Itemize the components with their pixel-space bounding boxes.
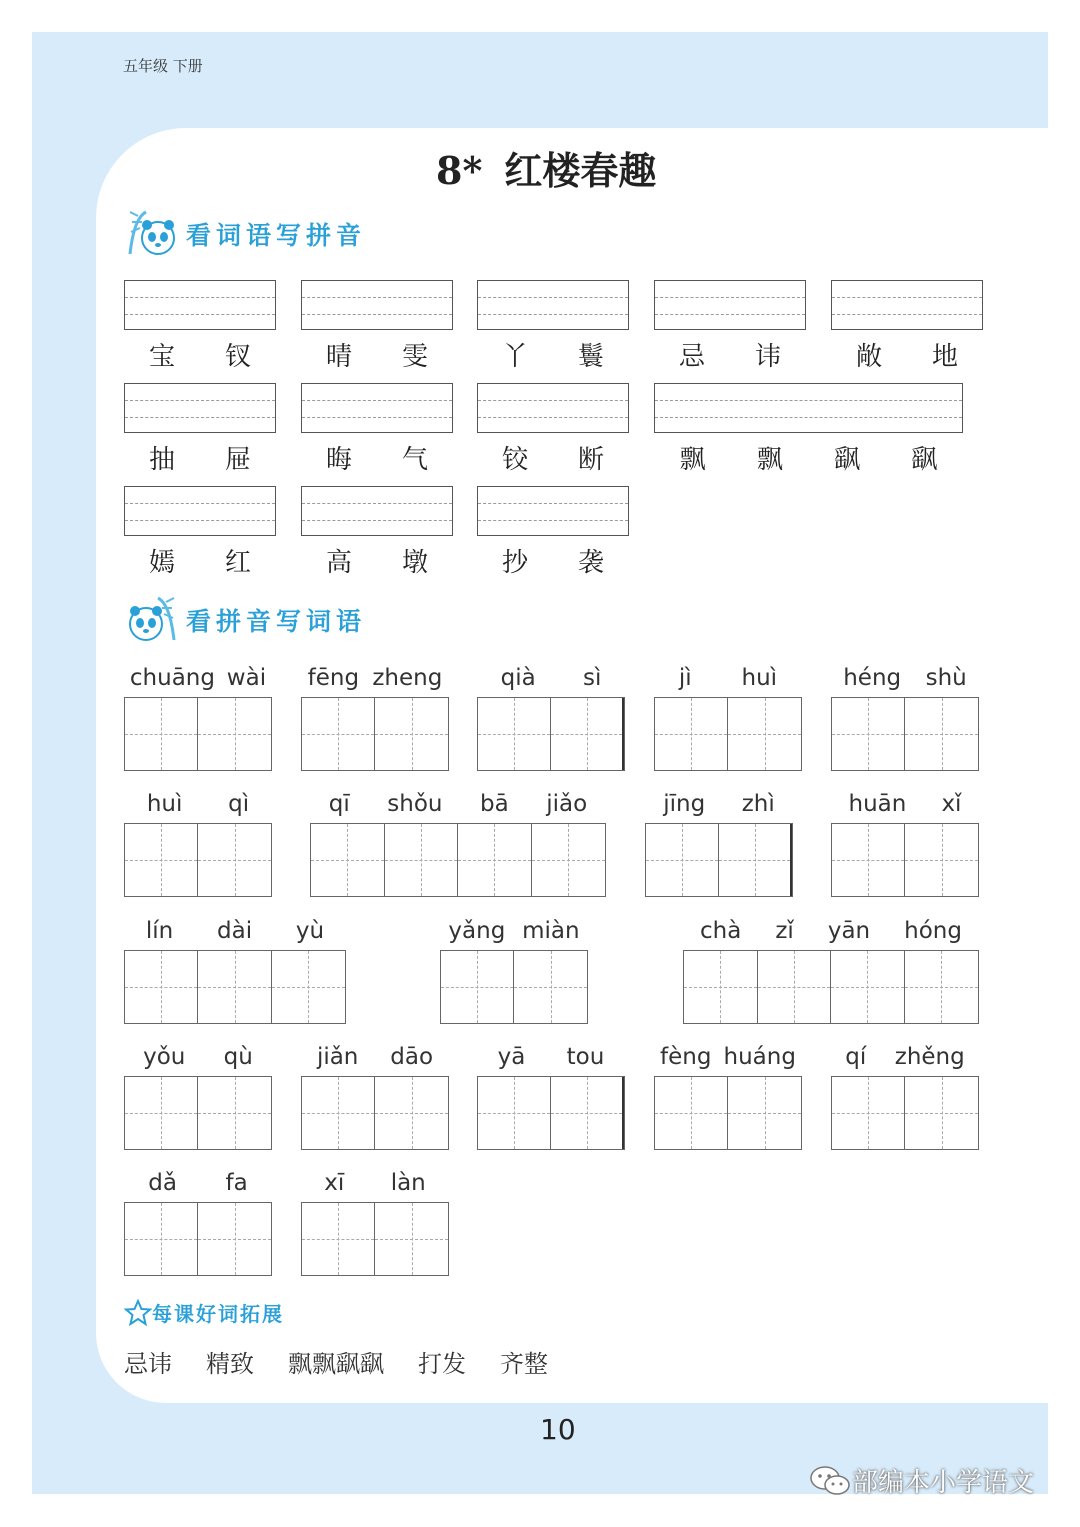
pinyin-syllable: fa bbox=[225, 1170, 248, 1196]
pinyin-answer-box[interactable] bbox=[831, 280, 983, 330]
pinyin-row bbox=[440, 918, 588, 944]
tianzige-cell[interactable] bbox=[655, 698, 728, 770]
word-chars bbox=[124, 439, 276, 476]
tianzige-cell[interactable] bbox=[905, 824, 978, 896]
word-chars bbox=[477, 542, 629, 579]
pinyin-row bbox=[301, 665, 449, 691]
pinyin-row bbox=[477, 1044, 625, 1070]
lesson-title bbox=[436, 140, 656, 195]
pinyin-syllable: shǒu bbox=[387, 791, 443, 817]
hanzi-char: 讳 bbox=[754, 342, 781, 372]
tianzige-cell[interactable] bbox=[125, 951, 198, 1023]
tianzige-cell[interactable] bbox=[198, 698, 271, 770]
tianzige-cell[interactable] bbox=[905, 951, 979, 1023]
page-number: 10 bbox=[540, 1413, 576, 1446]
pinyin-syllable: jīng bbox=[663, 791, 706, 817]
pinyin-syllable: fèng bbox=[660, 1044, 712, 1070]
pinyin-syllable: yǎng bbox=[448, 918, 506, 944]
grade-label: 五年级 下册 bbox=[123, 57, 203, 75]
pinyin-answer-box[interactable] bbox=[301, 486, 453, 536]
tianzige-cell[interactable] bbox=[684, 951, 758, 1023]
pinyin-row bbox=[683, 918, 979, 944]
hanzi-char: 雯 bbox=[401, 342, 428, 372]
tianzige-cell[interactable] bbox=[198, 1077, 271, 1149]
pinyin-answer-box[interactable] bbox=[477, 383, 629, 433]
pinyin-row bbox=[645, 791, 793, 817]
pinyin-row bbox=[301, 1044, 449, 1070]
pinyin-row bbox=[831, 1044, 979, 1070]
hanzi-char: 墩 bbox=[401, 548, 428, 578]
hanzi-writing-grid[interactable] bbox=[645, 823, 793, 897]
pinyin-syllable: zheng bbox=[372, 665, 443, 691]
pinyin-answer-box[interactable] bbox=[477, 280, 629, 330]
hanzi-writing-grid[interactable] bbox=[683, 950, 979, 1024]
pinyin-row bbox=[477, 665, 625, 691]
pinyin-syllable: làn bbox=[390, 1170, 426, 1196]
tianzige-cell[interactable] bbox=[458, 824, 532, 896]
pinyin-row bbox=[124, 1044, 272, 1070]
word-chars bbox=[301, 542, 453, 579]
word-chars bbox=[301, 439, 453, 476]
pinyin-row bbox=[310, 791, 606, 817]
section1-header bbox=[124, 208, 366, 260]
tianzige-cell[interactable] bbox=[646, 824, 719, 896]
hanzi-char: 敞 bbox=[855, 342, 882, 372]
extension-word: 忌讳 bbox=[124, 1350, 172, 1378]
hanzi-writing-grid[interactable] bbox=[477, 1076, 625, 1150]
lesson-number: 8* bbox=[436, 148, 483, 193]
hanzi-writing-grid[interactable] bbox=[124, 1076, 272, 1150]
pinyin-syllable: dāo bbox=[390, 1044, 434, 1070]
tianzige-cell[interactable] bbox=[905, 1077, 978, 1149]
tianzige-cell[interactable] bbox=[551, 1077, 624, 1149]
star-icon bbox=[124, 1299, 152, 1327]
hanzi-char: 红 bbox=[224, 548, 251, 578]
hanzi-char: 抽 bbox=[148, 445, 175, 475]
pinyin-answer-box[interactable] bbox=[301, 383, 453, 433]
pinyin-row bbox=[124, 918, 346, 944]
pinyin-syllable: huì bbox=[146, 791, 183, 817]
hanzi-writing-grid[interactable] bbox=[301, 697, 449, 771]
pinyin-row bbox=[831, 665, 979, 691]
tianzige-cell[interactable] bbox=[311, 824, 385, 896]
tianzige-cell[interactable] bbox=[125, 1203, 198, 1275]
hanzi-char: 高 bbox=[325, 548, 352, 578]
tianzige-cell[interactable] bbox=[385, 824, 459, 896]
hanzi-char: 宝 bbox=[148, 342, 175, 372]
pinyin-row bbox=[124, 791, 272, 817]
pinyin-syllable: chuāng bbox=[129, 665, 215, 691]
tianzige-cell[interactable] bbox=[551, 698, 624, 770]
tianzige-cell[interactable] bbox=[758, 951, 832, 1023]
pinyin-syllable: zhì bbox=[741, 791, 775, 817]
hanzi-char: 飖 bbox=[834, 445, 861, 475]
hanzi-char: 气 bbox=[401, 445, 428, 475]
pinyin-syllable: miàn bbox=[522, 918, 580, 944]
pinyin-syllable: huì bbox=[741, 665, 778, 691]
section2-header bbox=[124, 594, 366, 646]
pinyin-syllable: tou bbox=[566, 1044, 605, 1070]
hanzi-writing-grid[interactable] bbox=[124, 823, 272, 897]
extension-words bbox=[124, 1344, 548, 1379]
tianzige-cell[interactable] bbox=[125, 698, 198, 770]
hanzi-char: 嫣 bbox=[148, 548, 175, 578]
tianzige-cell[interactable] bbox=[198, 824, 271, 896]
tianzige-cell[interactable] bbox=[198, 1203, 271, 1275]
lesson-name: 红楼春趣 bbox=[504, 148, 657, 193]
extension-word: 精致 bbox=[206, 1350, 254, 1378]
panda-icon bbox=[124, 208, 182, 260]
pinyin-syllable: yā bbox=[497, 1044, 526, 1070]
word-chars bbox=[301, 336, 453, 373]
wechat-icon bbox=[808, 1464, 852, 1498]
hanzi-char: 飘 bbox=[679, 445, 706, 475]
hanzi-writing-grid[interactable] bbox=[124, 950, 346, 1024]
pinyin-syllable: sì bbox=[582, 665, 602, 691]
pinyin-row bbox=[124, 1170, 272, 1196]
pinyin-row bbox=[831, 791, 979, 817]
hanzi-char: 钗 bbox=[224, 342, 251, 372]
watermark bbox=[808, 1462, 1034, 1499]
tianzige-cell[interactable] bbox=[125, 824, 198, 896]
pinyin-syllable: chà bbox=[700, 918, 742, 944]
pinyin-syllable: wài bbox=[226, 665, 267, 691]
hanzi-writing-grid[interactable] bbox=[301, 1202, 449, 1276]
hanzi-writing-grid[interactable] bbox=[831, 697, 979, 771]
pinyin-syllable: huān bbox=[848, 791, 907, 817]
pinyin-answer-box[interactable] bbox=[124, 280, 276, 330]
tianzige-cell[interactable] bbox=[478, 1077, 551, 1149]
tianzige-cell[interactable] bbox=[198, 951, 271, 1023]
pinyin-syllable: yù bbox=[295, 918, 325, 944]
pinyin-answer-box[interactable] bbox=[654, 383, 963, 433]
hanzi-char: 铰 bbox=[501, 445, 528, 475]
pinyin-answer-box[interactable] bbox=[124, 486, 276, 536]
extension-header bbox=[124, 1298, 284, 1327]
pinyin-syllable: bā bbox=[480, 791, 509, 817]
pinyin-syllable: dǎ bbox=[148, 1170, 177, 1196]
word-chars bbox=[124, 336, 276, 373]
pinyin-answer-box[interactable] bbox=[477, 486, 629, 536]
section1-label: 看词语写拼音 bbox=[186, 221, 367, 250]
tianzige-cell[interactable] bbox=[532, 824, 606, 896]
pinyin-syllable: huáng bbox=[723, 1044, 796, 1070]
pinyin-syllable: yǒu bbox=[143, 1044, 186, 1070]
hanzi-char: 袭 bbox=[577, 548, 604, 578]
tianzige-cell[interactable] bbox=[272, 951, 345, 1023]
hanzi-writing-grid[interactable] bbox=[654, 697, 802, 771]
pinyin-syllable: hóng bbox=[904, 918, 962, 944]
tianzige-cell[interactable] bbox=[832, 1077, 905, 1149]
pinyin-answer-box[interactable] bbox=[654, 280, 806, 330]
hanzi-char: 地 bbox=[931, 342, 958, 372]
tianzige-cell[interactable] bbox=[375, 1203, 448, 1275]
tianzige-cell[interactable] bbox=[125, 1077, 198, 1149]
hanzi-writing-grid[interactable] bbox=[654, 1076, 802, 1150]
hanzi-char: 丫 bbox=[501, 342, 528, 372]
pinyin-syllable: qí bbox=[845, 1044, 867, 1070]
tianzige-cell[interactable] bbox=[375, 1077, 448, 1149]
watermark-text: 部编本小学语文 bbox=[852, 1468, 1035, 1498]
tianzige-cell[interactable] bbox=[302, 698, 375, 770]
hanzi-writing-grid[interactable] bbox=[310, 823, 606, 897]
hanzi-char: 忌 bbox=[678, 342, 705, 372]
hanzi-char: 断 bbox=[577, 445, 604, 475]
hanzi-char: 晴 bbox=[325, 342, 352, 372]
pinyin-syllable: zhěng bbox=[894, 1044, 965, 1070]
extension-word: 打发 bbox=[418, 1350, 466, 1378]
tianzige-cell[interactable] bbox=[832, 824, 905, 896]
pinyin-answer-box[interactable] bbox=[124, 383, 276, 433]
pinyin-syllable: héng bbox=[843, 665, 902, 691]
pinyin-syllable: qià bbox=[500, 665, 536, 691]
pinyin-row bbox=[124, 665, 272, 691]
word-chars bbox=[477, 336, 629, 373]
hanzi-writing-grid[interactable] bbox=[831, 823, 979, 897]
tianzige-cell[interactable] bbox=[441, 951, 514, 1023]
hanzi-char: 屉 bbox=[224, 445, 251, 475]
tianzige-cell[interactable] bbox=[728, 1077, 801, 1149]
pinyin-syllable: jiǎn bbox=[316, 1044, 359, 1070]
tianzige-cell[interactable] bbox=[302, 1203, 375, 1275]
pinyin-syllable: zǐ bbox=[775, 918, 794, 944]
pinyin-syllable: qī bbox=[328, 791, 350, 817]
extension-word: 齐整 bbox=[500, 1350, 548, 1378]
extension-label: 每课好词拓展 bbox=[152, 1302, 284, 1326]
hanzi-char: 飘 bbox=[756, 445, 783, 475]
tianzige-cell[interactable] bbox=[719, 824, 792, 896]
extension-word: 飘飘飖飖 bbox=[288, 1350, 384, 1378]
panda-icon bbox=[124, 594, 182, 646]
word-chars bbox=[124, 542, 276, 579]
tianzige-cell[interactable] bbox=[728, 698, 801, 770]
hanzi-char: 抄 bbox=[501, 548, 528, 578]
pinyin-syllable: qì bbox=[228, 791, 250, 817]
tianzige-cell[interactable] bbox=[831, 951, 905, 1023]
tianzige-cell[interactable] bbox=[302, 1077, 375, 1149]
hanzi-writing-grid[interactable] bbox=[477, 697, 625, 771]
hanzi-writing-grid[interactable] bbox=[124, 697, 272, 771]
pinyin-syllable: qù bbox=[223, 1044, 253, 1070]
hanzi-writing-grid[interactable] bbox=[440, 950, 588, 1024]
pinyin-row bbox=[654, 665, 802, 691]
section2-label: 看拼音写词语 bbox=[186, 607, 367, 636]
pinyin-syllable: jiǎo bbox=[546, 791, 588, 817]
tianzige-cell[interactable] bbox=[655, 1077, 728, 1149]
hanzi-writing-grid[interactable] bbox=[124, 1202, 272, 1276]
hanzi-writing-grid[interactable] bbox=[301, 1076, 449, 1150]
pinyin-syllable: xī bbox=[324, 1170, 345, 1196]
pinyin-syllable: shù bbox=[925, 665, 967, 691]
pinyin-row bbox=[301, 1170, 449, 1196]
hanzi-char: 飖 bbox=[911, 445, 938, 475]
word-chars bbox=[654, 439, 963, 476]
hanzi-char: 鬟 bbox=[577, 342, 604, 372]
pinyin-syllable: lín bbox=[145, 918, 174, 944]
pinyin-row bbox=[654, 1044, 802, 1070]
pinyin-syllable: yān bbox=[827, 918, 871, 944]
tianzige-cell[interactable] bbox=[832, 698, 905, 770]
hanzi-char: 晦 bbox=[325, 445, 352, 475]
pinyin-syllable: dài bbox=[217, 918, 253, 944]
word-chars bbox=[654, 336, 806, 373]
hanzi-writing-grid[interactable] bbox=[831, 1076, 979, 1150]
pinyin-syllable: xǐ bbox=[941, 791, 962, 817]
pinyin-syllable: fēng bbox=[307, 665, 360, 691]
tianzige-cell[interactable] bbox=[514, 951, 587, 1023]
word-chars bbox=[477, 439, 629, 476]
tianzige-cell[interactable] bbox=[375, 698, 448, 770]
pinyin-syllable: jì bbox=[678, 665, 692, 691]
tianzige-cell[interactable] bbox=[905, 698, 978, 770]
tianzige-cell[interactable] bbox=[478, 698, 551, 770]
word-chars bbox=[831, 336, 983, 373]
pinyin-answer-box[interactable] bbox=[301, 280, 453, 330]
